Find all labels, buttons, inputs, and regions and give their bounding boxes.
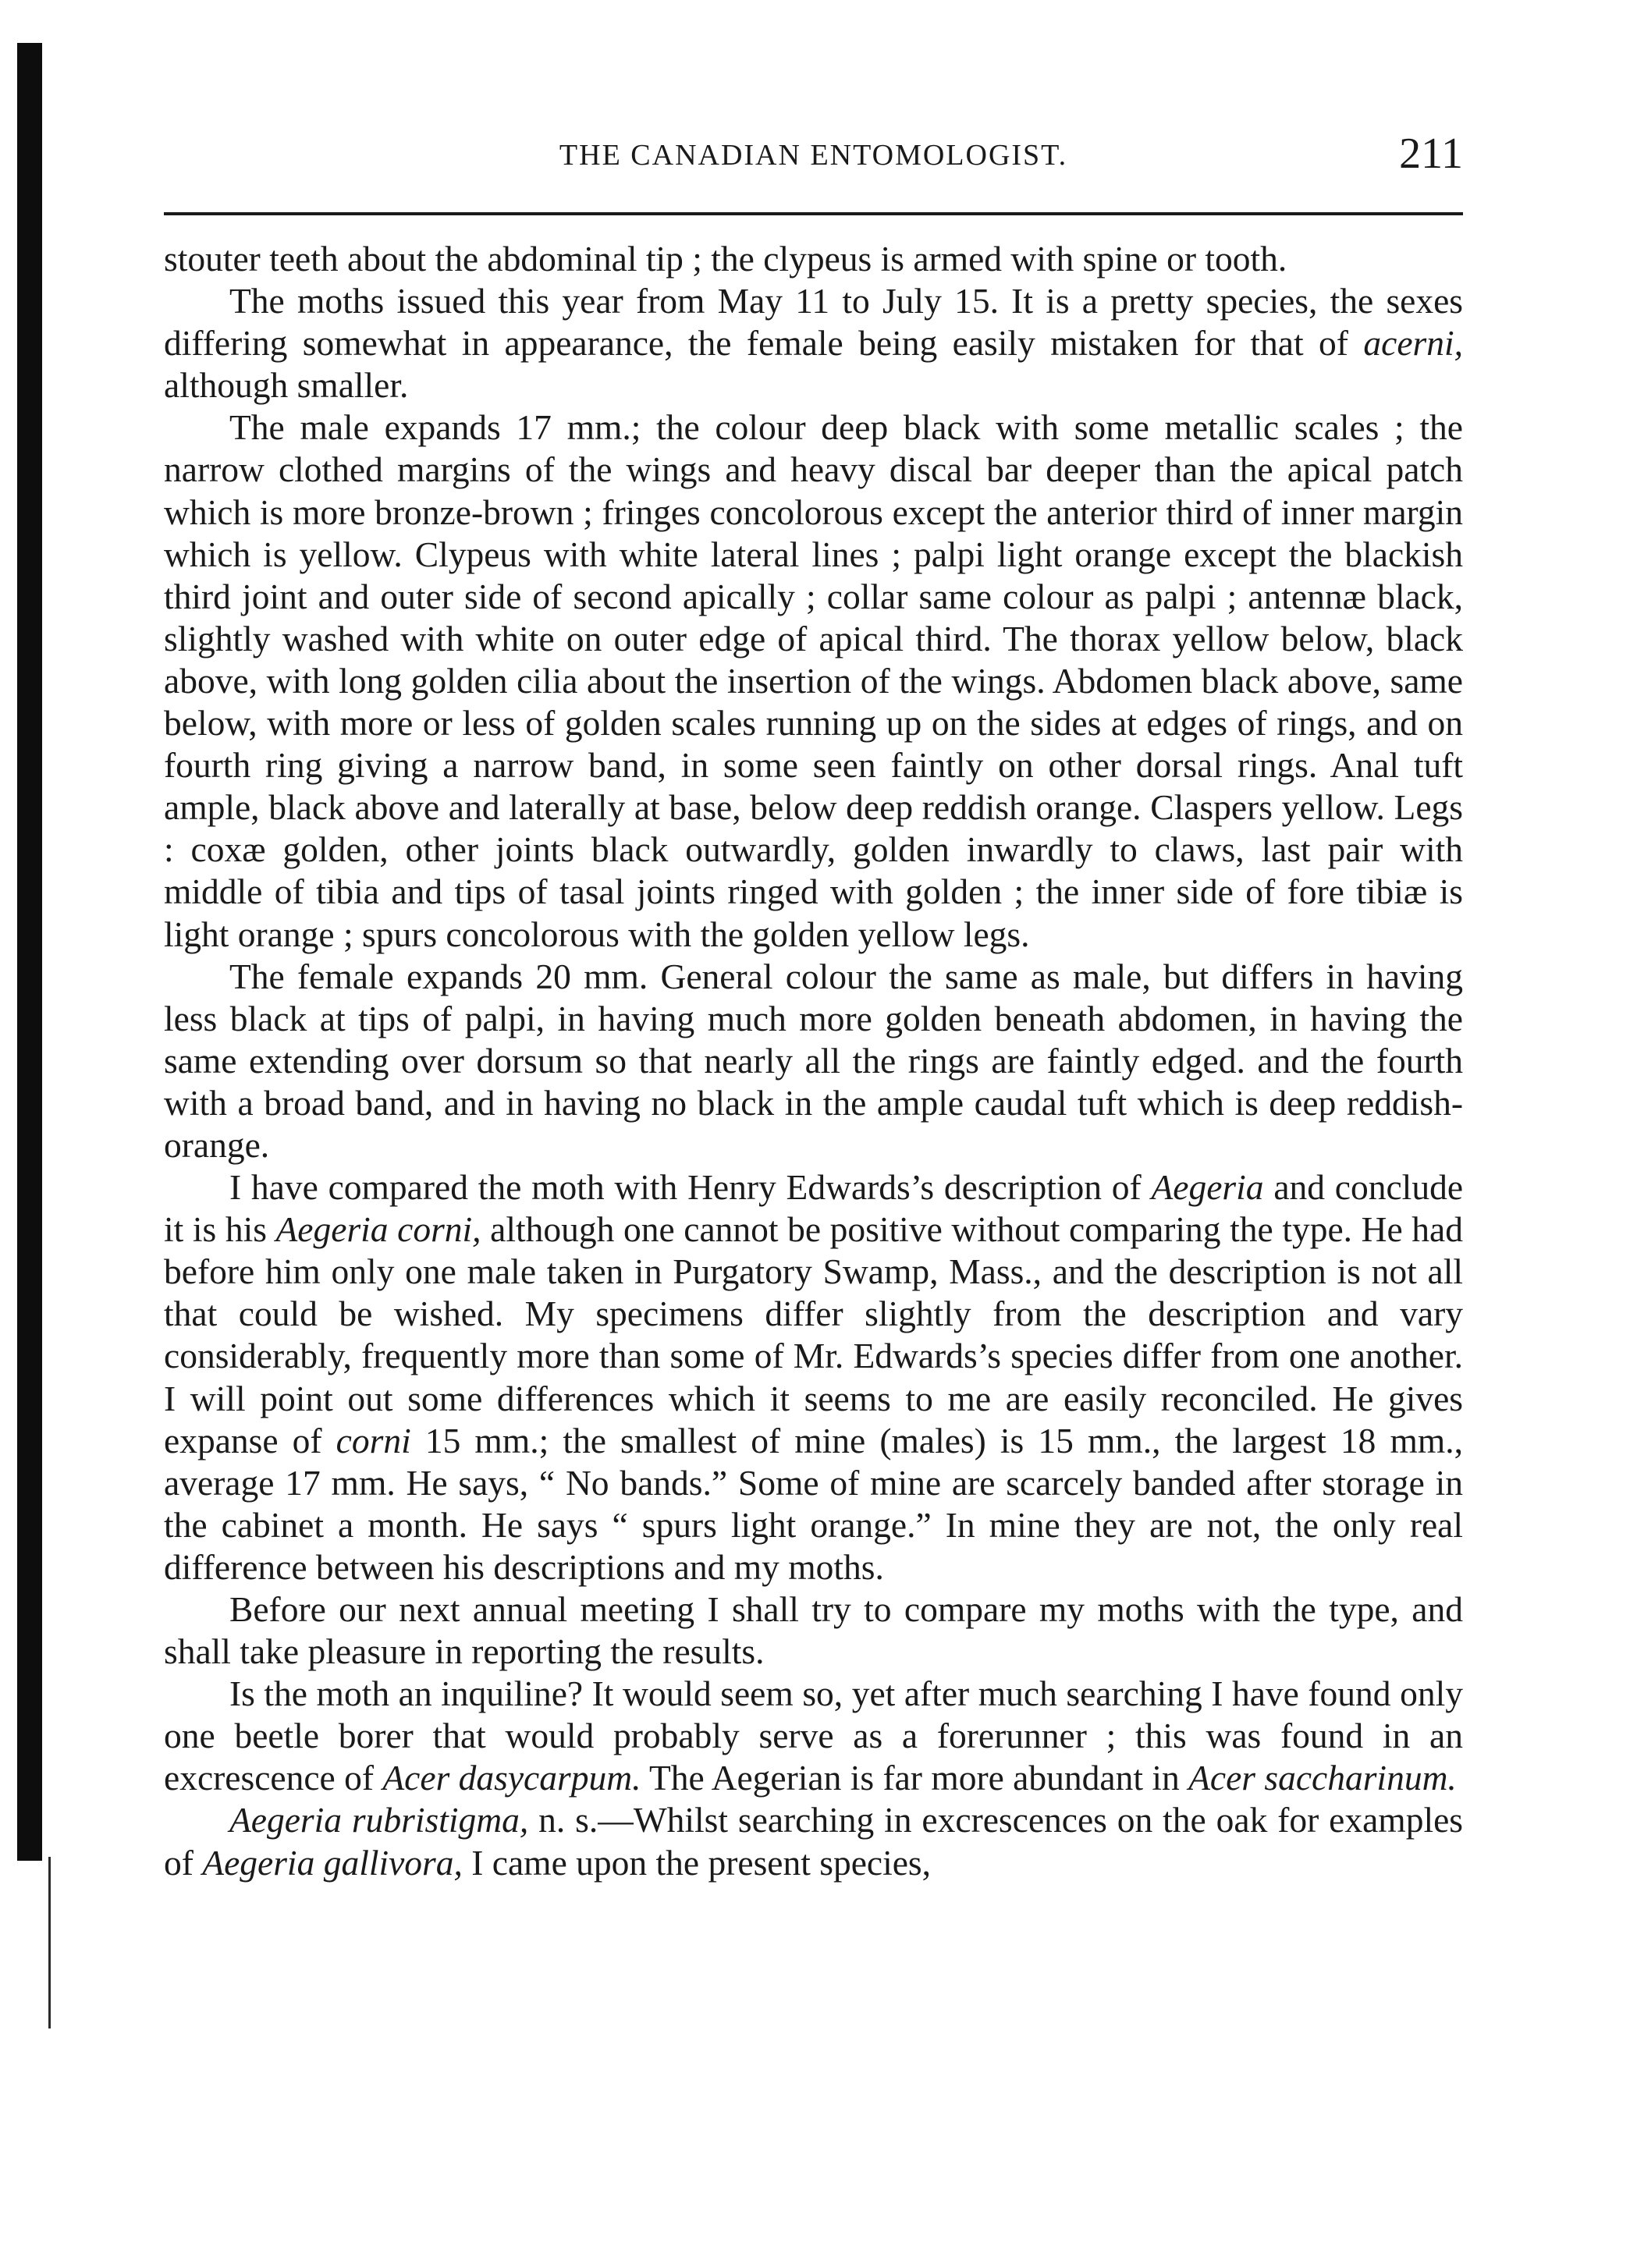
text-run: The female expands 20 mm. General colour the same as male, but differs in having less black at tips of palpi, in having much more golden beneath abdomen, in having the same extending over dorsum so that nearly all the rings are faintly edged. and the fourth with a broad band, and in having no black in the ample caudal tuft which is deep reddish-orange. [164, 956, 1463, 1165]
species-name: Acer dasycarpum. [382, 1758, 641, 1798]
page-number: 211 [1399, 130, 1463, 178]
text-run: The Aegerian is far more abundant in [641, 1758, 1189, 1798]
paragraph [164, 1673, 1463, 1799]
paragraph [164, 1799, 1463, 1883]
paragraph [164, 1588, 1463, 1673]
species-name: acerni, [1363, 323, 1463, 364]
genus-name: Aegeria [1151, 1167, 1264, 1208]
text-run: 15 mm.; the smallest of mine (males) is 15 mm., the largest 18 mm., average 17 mm. He says, “ No bands.” Some of mine are scarcely banded after storage in the cabinet a month. He says “ spurs light orange.” In mine they are not, the only real difference between his descriptions and my moths. [164, 1420, 1463, 1587]
text-run: I have compared the moth with Henry Edwards’s description of [229, 1167, 1152, 1208]
text-run: stouter teeth about the abdominal tip ; the clypeus is armed with spine or tooth. [164, 239, 1287, 279]
paragraph [164, 1166, 1463, 1588]
binding-edge [17, 43, 42, 1861]
text-run: although one cannot be positive without comparing the type. He had before him only one male taken in Purgatory Swamp, Mass., and the description is not all that could be wished. My specimens differ slightly from the description and vary considerably, frequently more than some of Mr. Edwards’s species differ from one another. I will point out some differences which it seems to me are easily reconciled. He gives expanse of [164, 1209, 1463, 1461]
text-run: n. s.—Whilst searching in excrescences on the oak for examples of [164, 1800, 1463, 1883]
species-name: Aegeria gallivora, [202, 1842, 463, 1883]
paragraph [164, 956, 1463, 1166]
species-name: Aegeria corni, [275, 1209, 481, 1250]
running-title: THE CANADIAN ENTOMOLOGIST. [559, 139, 1068, 172]
paragraph [164, 280, 1463, 406]
text-run: I came upon the present species, [462, 1842, 932, 1883]
binding-edge-shadow [48, 1857, 51, 2028]
header-rule [164, 212, 1463, 215]
text-run: Is the moth an inquiline? It would seem so, yet after much searching I have found only one beetle borer that would probably serve as a forerunner ; this was found in an excrescence of [164, 1673, 1463, 1798]
species-name: Acer saccharinum. [1188, 1758, 1457, 1798]
text-run: Before our next annual meeting I shall try to compare my moths with the type, and shall take pleasure in reporting the results. [164, 1589, 1463, 1672]
text-run: although smaller. [164, 365, 409, 406]
species-name: corni [336, 1420, 411, 1461]
body-text [164, 238, 1463, 1884]
page-header [164, 129, 1463, 183]
text-run: The moths issued this year from May 11 to July 15. It is a pretty species, the sexes differing somewhat in appearance, the female being easily mistaken for that of [164, 281, 1463, 364]
species-name: Aegeria rubristigma, [229, 1800, 529, 1840]
paragraph [164, 238, 1463, 280]
text-run: The male expands 17 mm.; the colour deep black with some metallic scales ; the narrow clothed margins of the wings and heavy discal bar deeper than the apical patch which is more bronze-brown ; fringes concolorous except the anterior third of inner margin which is yellow. Clypeus with white lateral lines ; palpi light orange except the blackish third joint and outer side of second apically ; collar same colour as palpi ; antennæ black, slightly washed with white on outer edge of apical third. The thorax yellow below, black above, with long golden cilia about the insertion of the wings. Abdomen black above, same below, with more or less of golden scales running up on the sides at edges of rings, and on fourth ring giving a narrow band, in some seen faintly on other dorsal rings. Anal tuft ample, black above and laterally at base, below deep reddish orange. Claspers yellow. Legs : coxæ golden, other joints black outwardly, golden inwardly to claws, last pair with middle of tibia and tips of tasal joints ringed with golden ; the inner side of fore tibiæ is light orange ; spurs concolorous with the golden yellow legs. [164, 407, 1463, 954]
paragraph [164, 406, 1463, 955]
text-run: and conclude it is his [164, 1167, 1464, 1250]
